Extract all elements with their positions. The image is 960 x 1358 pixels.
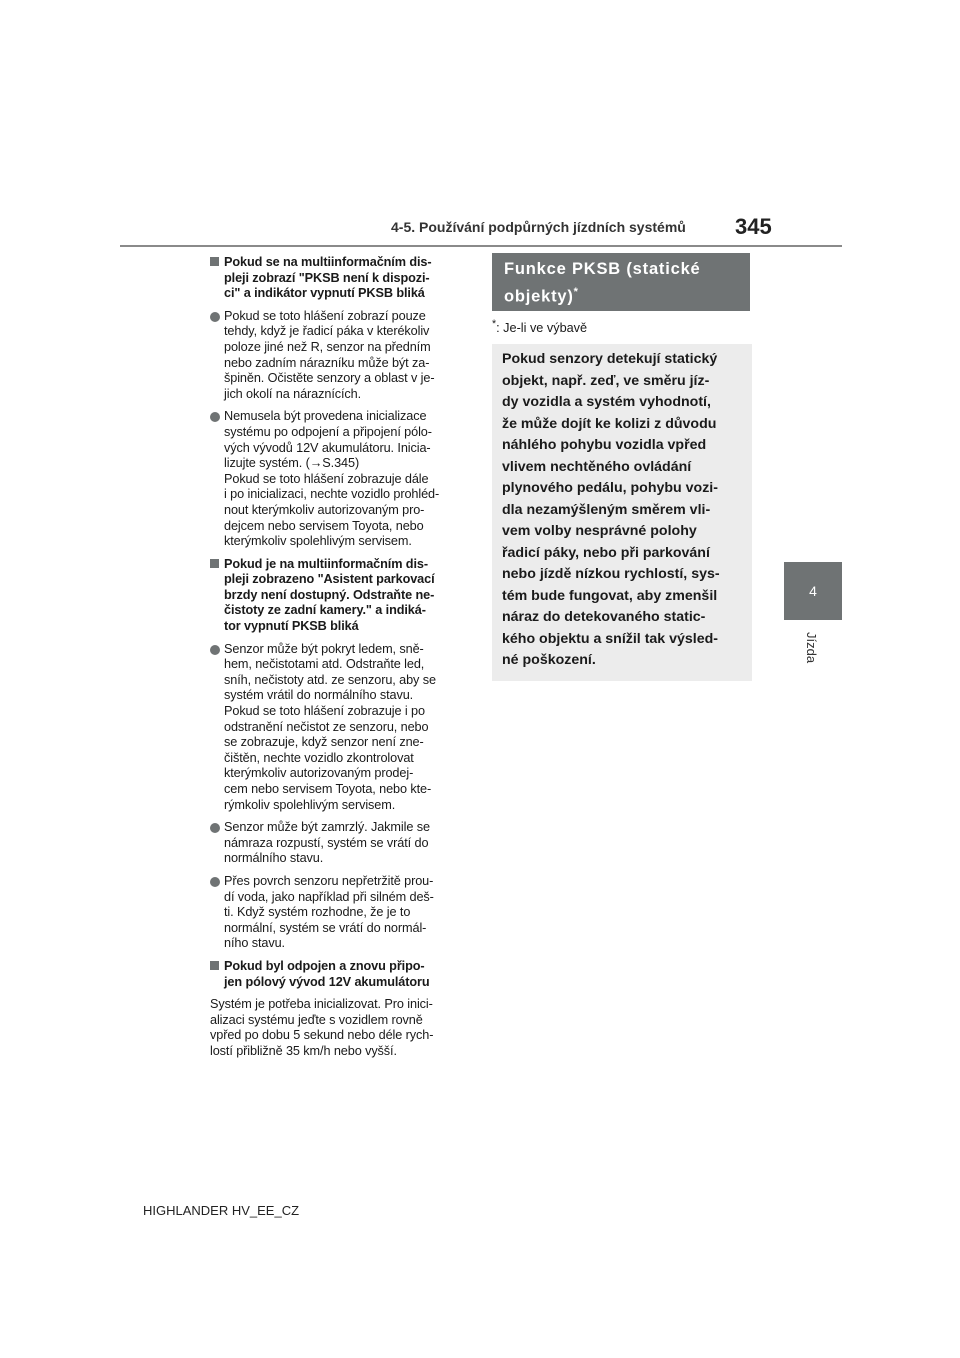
- text-line: námraza rozpustí, systém se vrátí do: [224, 835, 429, 850]
- text-line: cem nebo servisem Toyota, nebo kte-: [224, 782, 432, 796]
- text-line: Pokud se toto hlášení zobrazuje i po: [224, 704, 425, 719]
- circle-bullet-icon: [210, 877, 220, 887]
- text-line: Senzor může být zamrzlý. Jakmile se: [224, 820, 430, 835]
- section-title-box: [492, 253, 750, 311]
- text-line: dí voda, jako například při silném deš-: [224, 889, 434, 904]
- info-line: řadicí páky, nebo při parkování: [502, 544, 710, 561]
- text-line: Pokud byl odpojen a znovu připo-: [224, 958, 425, 973]
- chapter-tab-number: 4: [809, 583, 817, 599]
- info-line: kého objektu a snížil tak výsled-: [502, 630, 719, 647]
- text-line: systému po odpojení a připojení pólo-: [224, 424, 432, 439]
- text-line: sníh, nečistoty atd. ze senzoru, aby se: [224, 672, 436, 687]
- text-line: kterýmkoliv autorizovaným prodej-: [224, 766, 414, 781]
- bullet-item: [210, 642, 472, 814]
- footnote-text: : Je-li ve výbavě: [496, 321, 588, 336]
- square-bullet-icon: [210, 559, 219, 568]
- subheading-item: [210, 255, 472, 302]
- text-line: i po inicializaci, nechte vozidlo prohléd-: [224, 487, 440, 502]
- text-line: vých vývodů 12V akumulátoru. Inicia-: [224, 440, 431, 455]
- text-line: poloze jiné než R, senzor na předním: [224, 339, 431, 354]
- text-line: rýmkoliv spolehlivým servisem.: [224, 797, 396, 812]
- text-line: ci" a indikátor vypnutí PKSB bliká: [224, 286, 425, 301]
- text-line: tor vypnutí PKSB bliká: [224, 619, 359, 634]
- info-line: náraz do detekovaného static-: [502, 609, 706, 625]
- text-line: pleji zobrazeno "Asistent parkovací: [224, 572, 435, 587]
- text-line: odstranění nečistot ze senzoru, nebo: [224, 719, 429, 734]
- footer-model: HIGHLANDER HV_EE_CZ: [143, 1203, 300, 1218]
- info-line: že může dojít ke kolizi z důvodu: [502, 415, 717, 432]
- info-line: vlivem nechtěného ovládání: [502, 458, 692, 475]
- text-line: nebo zadním nárazníku může být za-: [224, 355, 430, 370]
- subheading-item: [210, 959, 472, 990]
- text-line: se zobrazuje, když senzor není zne-: [224, 735, 424, 750]
- footnote: [492, 318, 587, 335]
- text-line: lizujte systém. (→S.345): [224, 456, 360, 471]
- circle-bullet-icon: [210, 645, 220, 655]
- chapter-tab: [784, 562, 842, 620]
- chapter-tab-label: Jízda: [804, 632, 819, 664]
- text-line: nout kterýmkoliv autorizovaným pro-: [224, 502, 425, 517]
- text-line: jich okolí na náraznících.: [224, 386, 362, 401]
- text-line: dejcem nebo servisem Toyota, nebo: [224, 518, 424, 533]
- text-line: Senzor může být pokryt ledem, sně-: [224, 641, 424, 656]
- text-line: jen pólový vývod 12V akumulátoru: [224, 974, 430, 989]
- text-line: tehdy, když je řadicí páka v kterékoliv: [224, 324, 430, 339]
- info-box: [492, 344, 752, 681]
- circle-bullet-icon: [210, 823, 220, 833]
- text-line: normální, systém se vrátí do normál-: [224, 920, 427, 935]
- circle-bullet-icon: [210, 312, 220, 322]
- text-line: Pokud je na multiinformačním dis-: [224, 556, 428, 571]
- text-line: Přes povrch senzoru nepřetržitě prou-: [224, 873, 434, 888]
- text-line: brzdy není dostupný. Odstraňte ne-: [224, 587, 435, 602]
- text-line: systém vrátil do normálního stavu.: [224, 688, 414, 703]
- text-line: Nemusela být provedena inicializace: [224, 409, 427, 424]
- text-line: normálního stavu.: [224, 851, 324, 866]
- text-line: vpřed po dobu 5 sekund nebo déle rych-: [210, 1028, 434, 1043]
- info-line: dla nezamýšleným směrem vli-: [502, 501, 711, 518]
- info-line: objekt, např. zeď, ve směru jíz-: [502, 372, 710, 389]
- text-line: ního stavu.: [224, 936, 285, 951]
- text-line: špiněn. Očistěte senzory a oblast v je-: [224, 371, 435, 386]
- bullet-item: [210, 820, 472, 867]
- text-line: ti. Když systém rozhodne, že je to: [224, 905, 411, 920]
- text-line: Systém je potřeba inicializovat. Pro inici-: [210, 997, 433, 1012]
- text-line: čištěn, nechte vozidlo zkontrolovat: [224, 750, 414, 765]
- left-column: [210, 255, 472, 1060]
- text-line: Pokud se toto hlášení zobrazí pouze: [224, 308, 426, 323]
- info-line: dy vozidla a systém vyhodnotí,: [502, 394, 711, 410]
- bullet-item: [210, 409, 472, 549]
- bullet-item: [210, 309, 472, 403]
- header-title: 4-5. Používání podpůrných jízdních systémů: [391, 219, 686, 235]
- square-bullet-icon: [210, 257, 219, 266]
- subheading-item: [210, 557, 472, 635]
- info-line: nebo jízdě nízkou rychlostí, sys-: [502, 566, 720, 582]
- text-line: Pokud se toto hlášení zobrazuje dále: [224, 471, 429, 486]
- info-line: plynového pedálu, pohybu vozi-: [502, 480, 718, 496]
- info-line: vem volby nesprávné polohy: [502, 523, 697, 539]
- text-line: hem, nečistotami atd. Odstraňte led,: [224, 657, 425, 672]
- text-line: kterýmkoliv spolehlivým servisem.: [224, 534, 412, 549]
- text-line: alizaci systému jeďte s vozidlem rovně: [210, 1012, 423, 1027]
- footnote-mark: *: [492, 318, 497, 330]
- bullet-item: [210, 874, 472, 952]
- text-line: Pokud se na multiinformačním dis-: [224, 255, 432, 269]
- section-title-line-1: Funkce PKSB (statické: [504, 260, 701, 278]
- info-line: náhlého pohybu vozidla vpřed: [502, 437, 707, 453]
- header-rule: [120, 245, 842, 247]
- text-line: čistoty ze zadní kamery." a indiká-: [224, 603, 426, 618]
- info-line: né poškození.: [502, 652, 596, 668]
- info-line: tém bude fungovat, aby zmenšil: [502, 587, 718, 604]
- text-line: lostí přibližně 35 km/h nebo vyšší.: [210, 1043, 397, 1058]
- circle-bullet-icon: [210, 412, 220, 422]
- section-title-footnote-mark: *: [573, 286, 579, 298]
- info-line: Pokud senzory detekují statický: [502, 351, 718, 367]
- page-number: 345: [735, 214, 772, 239]
- section-title-line-2: objekty): [504, 287, 574, 306]
- square-bullet-icon: [210, 961, 219, 970]
- body-paragraph: [210, 997, 472, 1059]
- text-line: pleji zobrazí "PKSB není k dispozi-: [224, 270, 430, 285]
